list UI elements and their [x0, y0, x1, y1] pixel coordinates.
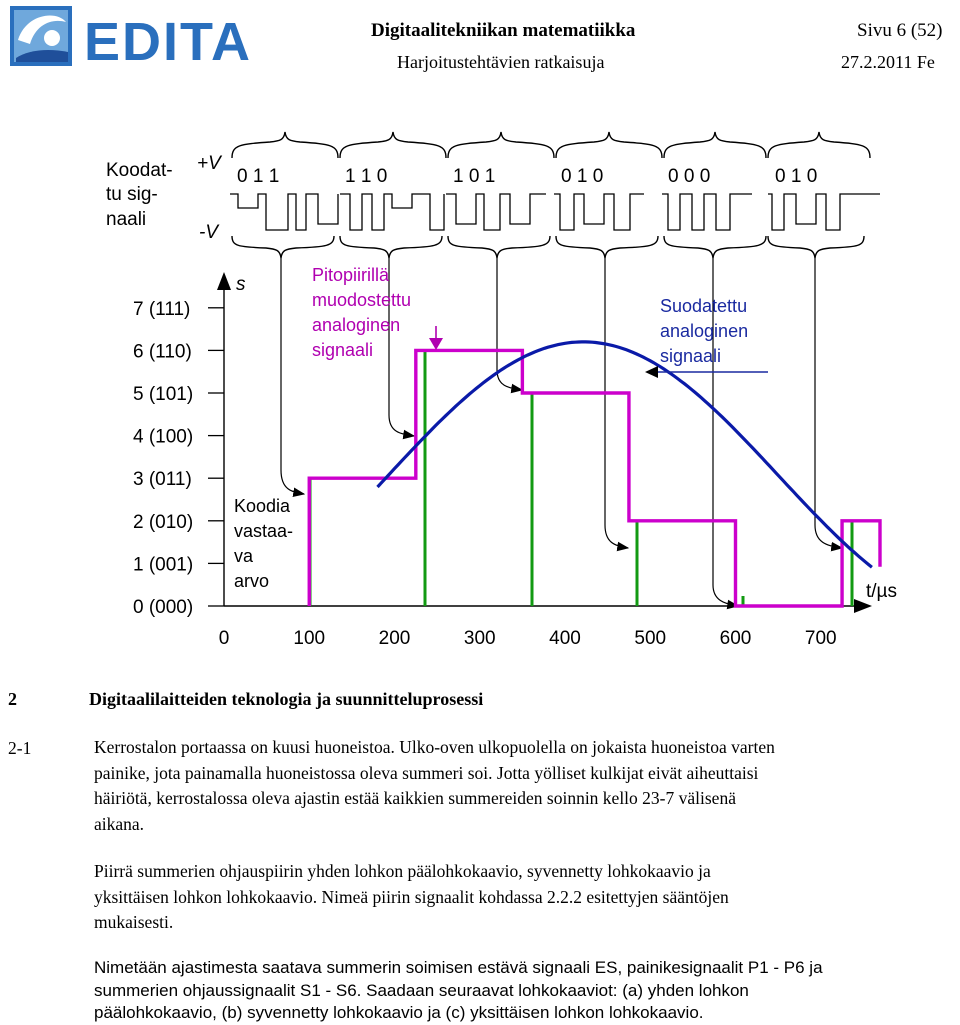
- level-label: 5 (101): [133, 384, 194, 405]
- header-subtitle: Harjoitustehtävien ratkaisuja: [397, 52, 605, 72]
- held-signal: [309, 350, 880, 606]
- bit-group-label: 0 1 1: [237, 166, 280, 187]
- plus-v-label: +V: [197, 153, 221, 174]
- bit-group-label: 0 1 0: [561, 166, 604, 187]
- edita-logo-text: EDITA: [84, 12, 252, 72]
- level-label: 3 (011): [133, 469, 192, 491]
- bit-group-label: 0 0 0: [668, 166, 711, 187]
- x-tick-label: 200: [378, 628, 411, 649]
- task-number: 2-1: [8, 738, 32, 758]
- section-number: 2: [8, 689, 17, 709]
- svg-text:tu sig-: tu sig-: [106, 184, 158, 205]
- coded-signal-label: [106, 160, 173, 230]
- s-axis-label: s: [236, 274, 246, 295]
- bottom-braces: [232, 236, 864, 258]
- coded-waveform: [230, 194, 880, 230]
- x-tick-label: 500: [634, 628, 667, 649]
- svg-text:naali: naali: [106, 209, 147, 230]
- svg-text:muodostettu: muodostettu: [312, 290, 412, 310]
- level-label: 2 (010): [133, 511, 194, 533]
- pitopiiri-arrow: [429, 326, 443, 350]
- bit-groups: [237, 166, 817, 187]
- x-tick-label: 700: [804, 628, 837, 649]
- x-tick-label: 300: [463, 628, 496, 649]
- koodia-label: [234, 496, 293, 591]
- task-paragraph-2: Piirrä summerien ohjauspiirin yhden lohkon päälohkokaavio, syvennetty lohkokaavio ja yksittäisen lohkon lohkokaavio. Nimeä piirin signaalit kohdassa 2.2.2 esitettyjen sääntöjen mukaisesti.: [94, 861, 729, 932]
- x-tick-label: 600: [719, 628, 752, 649]
- suodatettu-label: [660, 296, 748, 366]
- svg-text:analoginen: analoginen: [660, 321, 749, 341]
- svg-text:Koodia: Koodia: [234, 496, 291, 516]
- x-tick-label: 0: [218, 628, 230, 649]
- held-signal-path: [309, 350, 880, 606]
- bit-group-label: 1 0 1: [453, 166, 496, 187]
- bit-group-label: 1 1 0: [345, 166, 388, 187]
- level-label: 4 (100): [133, 426, 194, 448]
- header-date: 27.2.2011 Fe: [841, 52, 935, 72]
- page-number: Sivu 6 (52): [857, 20, 943, 41]
- x-tick-labels: [219, 628, 837, 649]
- sample-arrows: [281, 258, 842, 606]
- svg-text:signaali: signaali: [660, 346, 722, 366]
- svg-text:va: va: [234, 546, 254, 566]
- svg-text:analoginen: analoginen: [312, 315, 401, 335]
- level-label: 6 (110): [133, 341, 192, 363]
- x-tick-label: 100: [293, 628, 326, 649]
- svg-text:Koodat-: Koodat-: [106, 160, 173, 181]
- svg-text:Suodatettu: Suodatettu: [660, 296, 748, 316]
- task-paragraph-1: Kerrostalon portaassa on kuusi huoneistoa. Ulko-oven ulkopuolella on jokaista huoneistoa varten painike, jota painamalla huoneistossa oleva summeri soi. Jotta yölliset kulkijat eivät aiheuttaisi häiriötä, kerrostalossa oleva ajastin estää kaikkien summereiden soinnin kello 23-7 välisenä aikana.: [94, 737, 775, 834]
- svg-text:vastaa-: vastaa-: [234, 521, 294, 541]
- x-tick-label: 400: [549, 628, 581, 649]
- level-labels: [133, 299, 224, 618]
- level-label: 7 (111): [133, 298, 191, 320]
- filtered-analog-signal: [378, 342, 872, 567]
- section-title: Digitaalilaitteiden teknologia ja suunnitteluprosessi: [89, 689, 484, 709]
- header-title: Digitaalitekniikan matematiikka: [371, 20, 636, 41]
- level-label: 1 (001): [133, 554, 194, 576]
- svg-text:signaali: signaali: [312, 340, 374, 360]
- top-braces: [232, 132, 870, 158]
- bit-group-label: 0 1 0: [775, 166, 818, 187]
- svg-text:Pitopiirillä: Pitopiirillä: [312, 265, 390, 285]
- solution-paragraph: Nimetään ajastimesta saatava summerin soimisen estävä signaali ES, painikesignaalit P1 - P6 ja summerien ohjaussignaalit S1 - S6. Saadaan seuraavat lohkokaaviot: (a) yhden lohkon päälohkokaavio, (b) syvennetty lohkokaavio ja (c) yksittäisen lohkon lohkokaavio.: [94, 958, 823, 1022]
- minus-v-label: -V: [199, 222, 218, 243]
- level-label: 0 (000): [133, 597, 194, 618]
- time-axis-label: t/µs: [866, 581, 898, 602]
- svg-text:arvo: arvo: [234, 571, 270, 591]
- pitopiiri-label: [312, 265, 411, 360]
